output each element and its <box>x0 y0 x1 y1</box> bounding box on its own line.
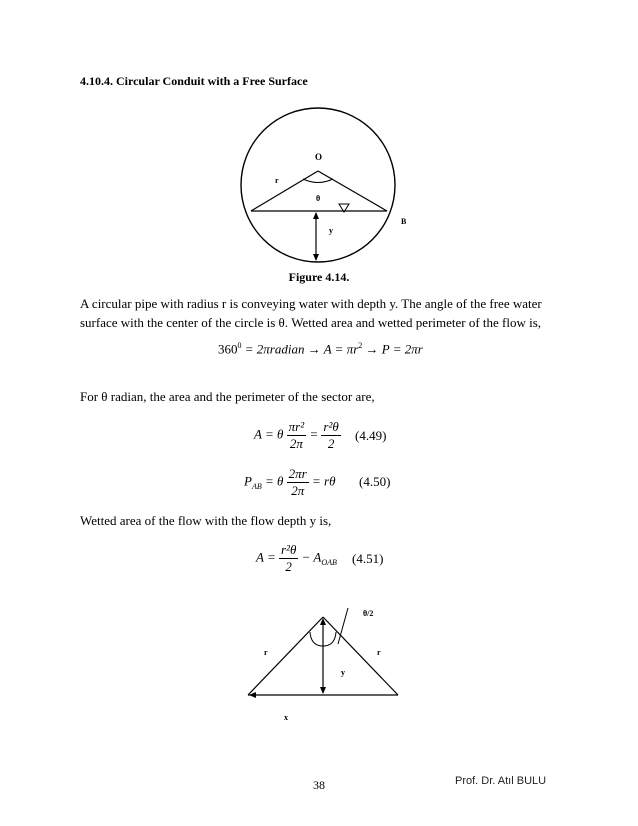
label-left-side: r <box>264 648 268 657</box>
equation-number-4-51: (4.51) <box>352 551 384 566</box>
eq-sq: 2 <box>358 341 363 350</box>
equation-4-49 <box>254 419 341 452</box>
eq449-frac1: $\frac{\text{πr²}}{2\pi}$ <box>288 419 305 451</box>
label-half-angle: θ/2 <box>363 609 374 618</box>
triangle-left-side <box>248 617 323 695</box>
radius-right <box>318 171 387 211</box>
label-center: O <box>315 152 323 162</box>
label-depth: y <box>329 226 333 235</box>
eq449-lhs: A = θ <box>254 426 284 442</box>
eq451-frac: $\frac{\text{r²θ}}{2}$ <box>280 542 297 574</box>
figure-4-14 <box>0 0 638 300</box>
depth-arrow-top <box>313 212 319 219</box>
eq-rad: = 2πradian → A = πr <box>241 341 359 357</box>
eq449-equals: = <box>309 426 319 442</box>
eq451-sub: OAB <box>321 558 337 568</box>
eq-deg-sup: 0 <box>237 341 242 350</box>
label-chord-end: B <box>401 217 407 226</box>
eq-perimeter: → P = 2πr <box>362 341 423 357</box>
label-radius: r <box>275 176 279 185</box>
triangle-right-side <box>323 617 398 695</box>
label-base: x <box>284 713 288 722</box>
section-heading: 4.10.4. Circular Conduit with a Free Surface <box>80 74 308 88</box>
triangle-figure <box>0 600 638 730</box>
label-height: y <box>341 668 345 677</box>
angle-arc <box>303 179 333 183</box>
height-arrow-bottom <box>320 687 326 694</box>
eq450-lhs: P <box>244 473 252 489</box>
figure-caption: Figure 4.14. <box>288 270 350 284</box>
radius-left <box>251 171 321 211</box>
eq451-lhs: A = <box>256 549 276 565</box>
eq451-minus: − A <box>301 549 322 565</box>
eq449-frac2: $\frac{\text{r²θ}}{2}$ <box>323 419 339 451</box>
eq450-sub: AB <box>251 482 262 492</box>
page-number: 38 <box>313 778 325 792</box>
paragraph-intro: A circular pipe with radius r is conveying water with depth y. The angle of the free water surface with the center of the circle is θ. Wetted area and wetted perimeter of the flow is, <box>80 296 542 330</box>
eq450-rhs: = rθ <box>311 473 336 489</box>
equation-4-50 <box>244 466 335 499</box>
equation-full-circle <box>218 341 423 357</box>
eq450-mid: = θ <box>261 473 284 489</box>
pipe-circle <box>241 108 395 262</box>
depth-arrow-bottom <box>313 254 319 261</box>
label-right-side: r <box>377 648 381 657</box>
label-angle: θ <box>316 194 321 203</box>
eq-deg: 360 <box>218 341 238 357</box>
footer-author: Prof. Dr. Atıl BULU <box>455 775 547 787</box>
equation-number-4-49: (4.49) <box>355 428 387 443</box>
paragraph-sector: For θ radian, the area and the perimeter of the sector are, <box>80 389 375 404</box>
equation-number-4-50: (4.50) <box>359 474 391 489</box>
eq450-frac: $\frac{2\pi r}{2\pi}$ <box>288 466 307 498</box>
equation-4-51 <box>256 542 337 575</box>
paragraph-wetted-area: Wetted area of the flow with the flow depth y is, <box>80 513 332 528</box>
